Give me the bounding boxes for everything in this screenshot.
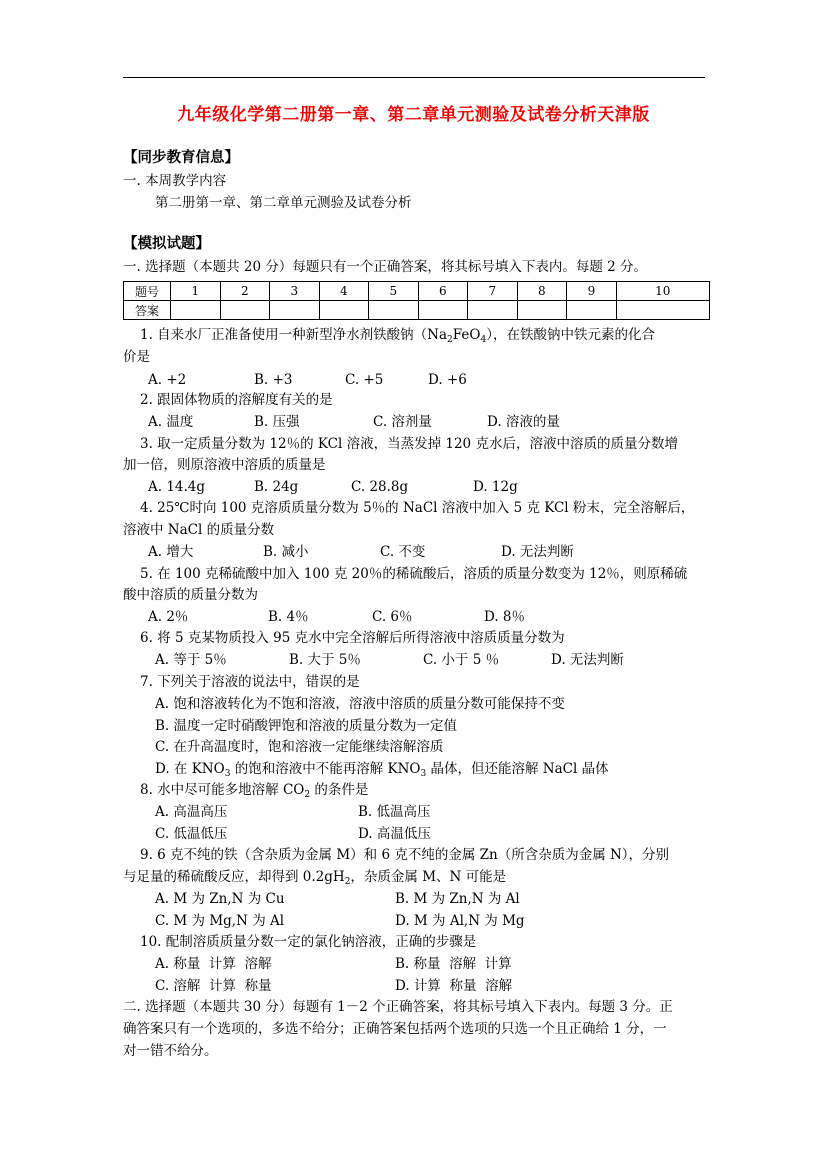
q4-option-c: C. 不变 (380, 544, 426, 560)
table-cell: 题号 (124, 282, 171, 301)
q8-part: 的条件是 (310, 782, 369, 798)
q7d-part: D. 在 KNO (155, 761, 225, 777)
q6-option-d: D. 无法判断 (551, 652, 624, 668)
q1-part: 1. 自来水厂正准备使用一种新型净水剂铁酸钠（Na (140, 327, 448, 343)
question-5-text: 5. 在 100 克稀硫酸中加入 100 克 20％的稀硫酸后，溶质的质量分数变为 12％，则原稀硫 (140, 566, 688, 582)
q4-option-b: B. 减小 (263, 544, 309, 560)
answer-cell[interactable] (220, 301, 270, 320)
q10-option-a: A. 称量 计算 溶解 (155, 956, 272, 972)
question-3-text: 3. 取一定质量分数为 12％的 KCl 溶液，当蒸发掉 120 克水后，溶液中溶质的质量分数增 (140, 436, 678, 452)
teaching-content-label: 一. 本周教学内容 (123, 173, 227, 189)
q1-option-b: B. +3 (254, 372, 293, 388)
q9-option-b: B. M 为 Zn,N 为 Al (395, 891, 520, 907)
q10-option-d: D. 计算 称量 溶解 (395, 978, 513, 994)
q10-option-b: B. 称量 溶解 计算 (395, 956, 512, 972)
q9-option-d: D. M 为 Al,N 为 Mg (395, 913, 525, 929)
question-10-text: 10. 配制溶质质量分数一定的氯化钠溶液，正确的步骤是 (140, 934, 477, 950)
question-2-text: 2. 跟固体物质的溶解度有关的是 (140, 392, 333, 408)
q6-option-b: B. 大于 5％ (289, 652, 361, 668)
q3-option-d: D. 12g (473, 479, 518, 495)
q1-part: ），在铁酸钠中铁元素的化合 (486, 327, 655, 343)
table-row (124, 282, 710, 301)
table-cell: 5 (369, 282, 419, 301)
q7-option-d (155, 759, 609, 779)
answer-cell[interactable] (270, 301, 320, 320)
page-title: 九年级化学第二册第一章、第二章单元测验及试卷分析天津版 (177, 105, 650, 125)
table-cell: 6 (418, 282, 468, 301)
q2-option-c: C. 溶剂量 (373, 414, 432, 430)
q7-option-a: A. 饱和溶液转化为不饱和溶液，溶液中溶质的质量分数可能保持不变 (155, 696, 565, 712)
q5-option-d: D. 8％ (484, 609, 526, 625)
q1-option-a: A. +2 (148, 372, 187, 388)
q6-option-c: C. 小于 5 ％ (423, 652, 500, 668)
question-1-text (140, 325, 655, 345)
q1-part: FeO (452, 327, 481, 343)
q9-option-a: A. M 为 Zn,N 为 Cu (155, 891, 285, 907)
question-3-text-cont: 加一倍，则原溶液中溶质的质量是 (123, 457, 326, 473)
question-8-text (140, 780, 368, 800)
q5-option-a: A. 2％ (148, 609, 189, 625)
q3-option-b: B. 24g (254, 479, 299, 495)
question-6-text: 6. 将 5 克某物质投入 95 克水中完全溶解后所得溶液中溶质质量分数为 (140, 630, 565, 646)
q7d-part: 晶体，但还能溶解 NaCl 晶体 (426, 761, 609, 777)
question-4-text-cont: 溶液中 NaCl 的质量分数 (123, 522, 275, 538)
q8-option-c: C. 低温低压 (155, 826, 228, 842)
table-cell: 10 (616, 282, 709, 301)
q2-option-b: B. 压强 (254, 414, 300, 430)
q8-option-a: A. 高温高压 (155, 804, 228, 820)
answer-cell[interactable] (616, 301, 709, 320)
q6-option-a: A. 等于 5％ (155, 652, 227, 668)
table-cell: 1 (171, 282, 221, 301)
part1-instructions: 一. 选择题（本题共 20 分）每题只有一个正确答案，将其标号填入下表内。每题 2 分。 (123, 259, 648, 275)
q1-subscript: 4 (480, 335, 487, 345)
q10-option-c: C. 溶解 计算 称量 (155, 978, 272, 994)
q9-subscript: 2 (344, 877, 351, 887)
q7-option-b: B. 温度一定时硝酸钾饱和溶液的质量分数为一定值 (155, 718, 458, 734)
question-7-text: 7. 下列关于溶液的说法中，错误的是 (140, 674, 360, 690)
table-cell: 3 (270, 282, 320, 301)
table-cell: 9 (567, 282, 617, 301)
answer-cell[interactable] (418, 301, 468, 320)
answer-cell[interactable] (517, 301, 567, 320)
answer-cell[interactable] (567, 301, 617, 320)
q9-part: 与足量的稀硫酸反应，却得到 0.2gH (123, 869, 345, 885)
table-cell: 答案 (124, 301, 171, 320)
table-cell: 4 (319, 282, 369, 301)
table-cell: 2 (220, 282, 270, 301)
section-header-mock-test: 【模拟试题】 (123, 235, 210, 252)
question-9-text: 9. 6 克不纯的铁（含杂质为金属 M）和 6 克不纯的金属 Zn（所含杂质为金属 N），分别 (140, 847, 670, 863)
answer-cell[interactable] (319, 301, 369, 320)
top-rule (123, 77, 705, 78)
q1-option-c: C. +5 (345, 372, 384, 388)
answer-cell[interactable] (171, 301, 221, 320)
section-header-sync-info: 【同步教育信息】 (123, 149, 239, 166)
q9-part: ，杂质金属 M、N 可能是 (350, 869, 507, 885)
q2-option-a: A. 温度 (148, 414, 194, 430)
table-cell: 8 (517, 282, 567, 301)
q1-subscript: 2 (447, 335, 453, 345)
q8-part: 8. 水中尽可能多地溶解 CO (140, 782, 305, 798)
table-row (124, 301, 710, 320)
q4-option-a: A. 增大 (148, 544, 194, 560)
q3-option-c: C. 28.8g (351, 479, 409, 495)
q2-option-d: D. 溶液的量 (487, 414, 560, 430)
answer-table (123, 281, 710, 320)
q4-option-d: D. 无法判断 (501, 544, 574, 560)
q9-option-c: C. M 为 Mg,N 为 Al (155, 913, 285, 929)
q3-option-a: A. 14.4g (148, 479, 206, 495)
part2-instructions-line3: 对一错不给分。 (123, 1043, 218, 1059)
q8-option-d: D. 高温低压 (358, 826, 431, 842)
q7-option-c: C. 在升高温度时，饱和溶液一定能继续溶解溶质 (155, 739, 444, 755)
q5-option-b: B. 4％ (268, 609, 309, 625)
question-1-text-cont: 价是 (123, 349, 150, 365)
table-cell: 7 (468, 282, 518, 301)
answer-cell[interactable] (468, 301, 518, 320)
q7d-subscript: 3 (224, 769, 231, 779)
q7d-part: 的饱和溶液中不能再溶解 KNO (230, 761, 421, 777)
q8-subscript: 2 (304, 790, 311, 800)
q8-option-b: B. 低温高压 (358, 804, 431, 820)
q7d-subscript: 3 (420, 769, 427, 779)
question-4-text: 4. 25℃时向 100 克溶质质量分数为 5％的 NaCl 溶液中加入 5 克 KCl 粉末，完全溶解后， (140, 500, 695, 516)
question-5-text-cont: 酸中溶质的质量分数为 (123, 587, 258, 603)
teaching-content-text: 第二册第一章、第二章单元测验及试卷分析 (155, 195, 412, 211)
part2-instructions-line1: 二. 选择题（本题共 30 分）每题有 1－2 个正确答案，将其标号填入下表内。每题 3 分。正 (123, 999, 673, 1015)
q1-option-d: D. +6 (428, 372, 467, 388)
answer-cell[interactable] (369, 301, 419, 320)
q5-option-c: C. 6％ (372, 609, 413, 625)
part2-instructions-line2: 确答案只有一个选项的，多选不给分；正确答案包括两个选项的只选一个且正确给 1 分，一 (123, 1021, 667, 1037)
question-9-text-cont (123, 867, 506, 887)
